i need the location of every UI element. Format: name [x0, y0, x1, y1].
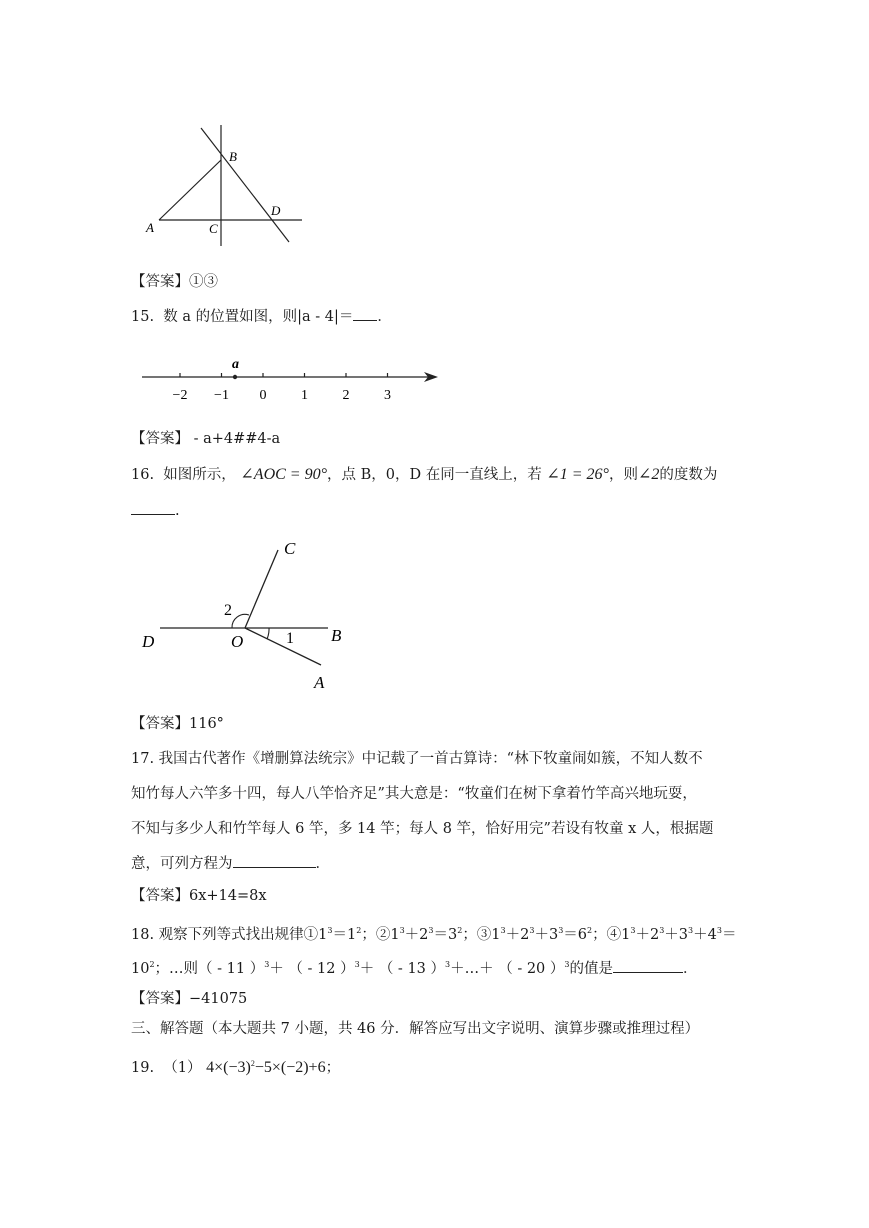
question-text: ＋3	[534, 927, 559, 943]
label-a: A	[314, 673, 325, 692]
angle-1-arc	[267, 628, 269, 639]
question-text: 观察下列等式找出规律①1	[158, 927, 328, 943]
label-c: C	[209, 221, 218, 236]
answer-tag: 【答案】	[131, 431, 189, 447]
question-number: 18.	[131, 927, 155, 943]
exponent: 3	[445, 960, 451, 969]
answer-14	[131, 272, 218, 292]
answer-blank	[613, 958, 683, 973]
exponent: 3	[564, 960, 570, 969]
question-text: ；③1	[462, 927, 501, 943]
question-text: ＝1	[332, 927, 357, 943]
question-text: ；…则（ - 11 ）	[154, 961, 265, 977]
question-text: ＋2	[404, 927, 429, 943]
tick-label: 1	[301, 388, 308, 403]
exponent: 3	[399, 926, 405, 935]
question-text: 10	[131, 961, 150, 977]
expression-part: −5×(−2)+6	[254, 1059, 326, 1076]
question-18-line-1	[131, 921, 736, 945]
tick-label: 0	[259, 388, 267, 403]
question-number: 19.	[131, 1060, 155, 1076]
question-text: 如图所示，	[163, 467, 236, 483]
question-text: 不知与多少人和竹竿每人 6 竿，多 14 竿；每人 8 竿，恰好用完”若设有牧童 x 人，根据题	[131, 821, 714, 837]
question-text-end: ．	[377, 309, 392, 325]
question-17-line-4	[131, 853, 330, 874]
question-text: ；②1	[361, 927, 400, 943]
answer-tag: 【答案】	[131, 716, 189, 732]
question-19	[131, 1054, 340, 1078]
answer-tag: 【答案】	[131, 991, 189, 1007]
question-part: （1）	[163, 1060, 202, 1076]
exponent: 3	[558, 926, 564, 935]
tick-label: 3	[384, 388, 391, 403]
question-text: 知竹每人六竿多十四，每人八竿恰齐足”其大意是：“牧童们在树下拿着竹竿高兴地玩耍，	[131, 786, 697, 802]
question-16-line-2	[131, 500, 180, 521]
exponent: 3	[630, 926, 636, 935]
question-text: 的度数为	[659, 467, 718, 483]
question-text: ＝	[721, 927, 737, 943]
question-text: ＝3	[433, 927, 458, 943]
question-text: ＋2	[635, 927, 660, 943]
answer-value: ①③	[189, 274, 218, 290]
question-text: 数 a 的位置如图，则|a - 4|＝	[163, 309, 354, 325]
question-text: 的值是	[569, 961, 613, 977]
section-title: 三、解答题（本大题共 7 小题，共 46 分．解答应写出文字说明、演算步骤或推理过程）	[131, 1021, 700, 1037]
answer-value: 6x+14=8x	[189, 888, 267, 904]
question-number: 16.	[131, 467, 155, 483]
expression-part: 4×(−3)	[206, 1059, 251, 1076]
question-text: ＋ （ - 12 ）	[269, 961, 355, 977]
tick-label: 2	[342, 388, 350, 403]
angle-figure	[138, 535, 358, 695]
question-text: ＋3	[664, 927, 689, 943]
label-angle-1: 1	[286, 630, 294, 647]
exponent: 3	[529, 926, 535, 935]
exponent: 3	[428, 926, 434, 935]
question-text: ＝6	[563, 927, 588, 943]
question-number: 15.	[131, 309, 155, 325]
point-a-dot	[233, 375, 237, 379]
exponent: 3	[500, 926, 506, 935]
question-text: ，则	[608, 467, 638, 483]
answer-tag: 【答案】	[131, 888, 189, 904]
question-text: 意，可列方程为	[131, 856, 233, 872]
question-text: ＋ （ - 13 ）	[359, 961, 446, 977]
exponent: 3	[264, 960, 270, 969]
ray-oc	[245, 550, 278, 628]
angle-aoc-expression: ∠AOC = 90°	[240, 466, 327, 483]
label-a: A	[146, 220, 154, 235]
answer-blank	[353, 306, 377, 321]
answer-value: −41075	[189, 991, 248, 1007]
answer-16	[131, 714, 224, 734]
exponent: 2	[356, 926, 362, 935]
label-o: O	[231, 632, 244, 651]
question-text: ，点 B，0，D 在同一直线上，若	[327, 467, 542, 483]
exponent: 2	[587, 926, 593, 935]
question-text: ；④1	[592, 927, 631, 943]
label-b: B	[331, 626, 342, 645]
label-b: B	[229, 149, 237, 164]
question-17-line-2	[131, 784, 697, 804]
angle-2-expression: ∠2	[637, 466, 660, 483]
exponent: 3	[716, 926, 722, 935]
point-a-label: a	[232, 357, 239, 372]
question-16-line-1	[131, 465, 717, 485]
angle-1-expression: ∠1 = 26°	[546, 466, 609, 483]
question-text: ＋2	[505, 927, 530, 943]
label-c: C	[284, 539, 296, 558]
geometry-figure-abcd	[140, 120, 310, 250]
answer-value: 116°	[189, 716, 224, 732]
answer-tag: 【答案】	[131, 274, 189, 290]
question-15	[131, 306, 392, 327]
question-text-end: ．	[683, 961, 698, 977]
label-d: D	[142, 632, 155, 651]
question-text-end: .	[175, 503, 180, 519]
exponent: 3	[327, 926, 333, 935]
question-17-line-1	[131, 749, 703, 769]
exponent: 3	[688, 926, 694, 935]
exponent: 2	[149, 960, 155, 969]
tick-label: −2	[172, 388, 188, 403]
answer-blank	[233, 853, 316, 868]
section-3-heading	[131, 1019, 699, 1039]
answer-18	[131, 989, 247, 1009]
answer-value: - a+4##4-a	[189, 431, 281, 447]
question-18-line-2	[131, 955, 698, 979]
line-ab	[159, 160, 221, 220]
exponent: 3	[659, 926, 665, 935]
question-17-line-3	[131, 819, 713, 839]
ray-oa	[245, 628, 321, 665]
exponent: 2	[457, 926, 463, 935]
question-text-end: ；	[325, 1060, 341, 1076]
label-d: D	[271, 203, 281, 218]
answer-17	[131, 886, 267, 906]
exponent: 2	[250, 1059, 255, 1068]
math-expression	[206, 1059, 325, 1076]
exponent: 3	[354, 960, 360, 969]
answer-15	[131, 429, 280, 449]
question-text: ＋…＋ （ - 20 ）	[450, 961, 565, 977]
tick-label: −1	[214, 388, 229, 403]
question-number: 17.	[131, 751, 155, 767]
answer-blank	[131, 500, 175, 515]
question-text: ＋4	[693, 927, 717, 943]
number-line-figure	[140, 352, 445, 407]
label-angle-2: 2	[224, 602, 232, 619]
question-text: 我国古代著作《增删算法统宗》中记载了一首古算诗：“林下牧童闹如簇，不知人数不	[158, 751, 703, 767]
question-text-end: ．	[315, 856, 330, 872]
